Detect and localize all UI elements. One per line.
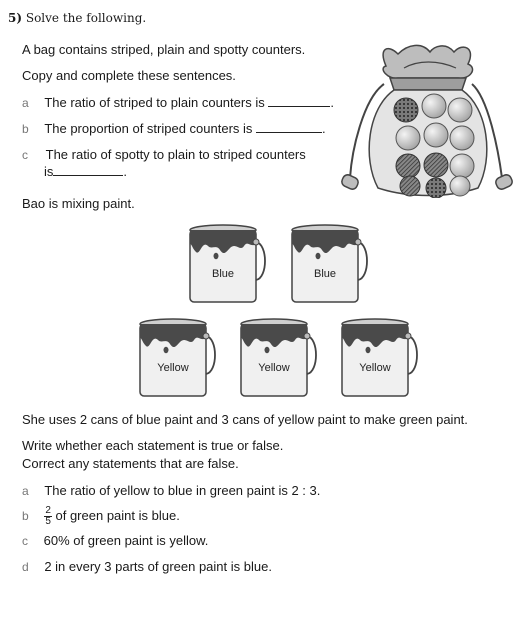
item-label: b	[22, 508, 29, 523]
part2-item-b	[22, 506, 180, 527]
item-text: 60% of green paint is yellow.	[43, 533, 209, 548]
item-label: b	[22, 122, 29, 136]
yellow-can-label: Yellow	[359, 362, 391, 374]
item-label: d	[22, 560, 29, 574]
part2-item-a	[22, 483, 320, 499]
plain-counter	[450, 126, 474, 150]
correct-task: Correct any statements that are false.	[22, 456, 239, 471]
blue-can-label: Blue	[211, 268, 235, 280]
blue-can-label: Blue	[313, 268, 337, 280]
answer-blank	[256, 132, 322, 133]
part1-item-c-line2	[44, 164, 127, 180]
question-header	[8, 10, 146, 26]
spotty-counter	[394, 98, 418, 122]
true-false-task: Write whether each statement is true or false.	[22, 438, 284, 453]
fraction-denominator: 5	[45, 516, 51, 527]
fraction-numerator: 2	[45, 505, 51, 516]
plain-counter	[422, 94, 446, 118]
yellow-can-label: Yellow	[157, 362, 189, 374]
item-text: is	[44, 164, 54, 179]
item-end: .	[330, 95, 334, 110]
item-text: The ratio of spotty to plain to striped counters	[45, 147, 306, 162]
plain-counter	[448, 98, 472, 122]
part1-item-a	[22, 95, 334, 111]
paint-can-icon	[338, 316, 418, 400]
item-end: .	[322, 121, 326, 136]
yellow-paint-can	[338, 316, 418, 400]
fraction	[44, 506, 52, 527]
yellow-paint-can	[237, 316, 317, 400]
plain-counter	[424, 123, 448, 147]
paint-can-icon	[288, 222, 368, 306]
spotty-counter	[426, 178, 446, 198]
part2-item-c	[22, 533, 208, 549]
item-text: The ratio of yellow to blue in green paint is 2 : 3.	[44, 483, 321, 498]
paint-statement: She uses 2 cans of blue paint and 3 cans of yellow paint to make green paint.	[22, 412, 468, 427]
answer-blank	[53, 175, 123, 176]
paint-intro: Bao is mixing paint.	[22, 196, 135, 211]
striped-counter	[400, 176, 420, 196]
item-label: a	[22, 96, 29, 110]
item-text: The proportion of striped counters is	[44, 121, 253, 136]
answer-blank	[268, 106, 330, 107]
yellow-paint-can	[136, 316, 216, 400]
question-instruction: Solve the following.	[25, 11, 147, 25]
part2-item-d	[22, 559, 272, 575]
item-text: of green paint is blue.	[55, 507, 180, 523]
striped-counter	[424, 153, 448, 177]
plain-counter	[396, 126, 420, 150]
counter-bag-illustration	[338, 38, 518, 198]
paint-can-icon	[136, 316, 216, 400]
item-label: a	[22, 484, 29, 498]
yellow-can-label: Yellow	[258, 362, 290, 374]
part1-item-c	[22, 147, 306, 163]
copy-task: Copy and complete these sentences.	[22, 68, 236, 83]
item-text: The ratio of striped to plain counters is	[44, 95, 265, 110]
blue-paint-can	[288, 222, 368, 306]
question-number: 5)	[8, 11, 23, 25]
bag-intro: A bag contains striped, plain and spotty counters.	[22, 42, 306, 57]
item-end: .	[123, 164, 128, 179]
paint-can-icon	[186, 222, 266, 306]
item-label: c	[22, 534, 28, 548]
paint-can-icon	[237, 316, 317, 400]
plain-counter	[450, 154, 474, 178]
item-label: c	[22, 148, 28, 162]
plain-counter	[450, 176, 470, 196]
striped-counter	[396, 154, 420, 178]
item-text: 2 in every 3 parts of green paint is blue.	[44, 559, 272, 574]
blue-paint-can	[186, 222, 266, 306]
part1-item-b	[22, 121, 326, 137]
